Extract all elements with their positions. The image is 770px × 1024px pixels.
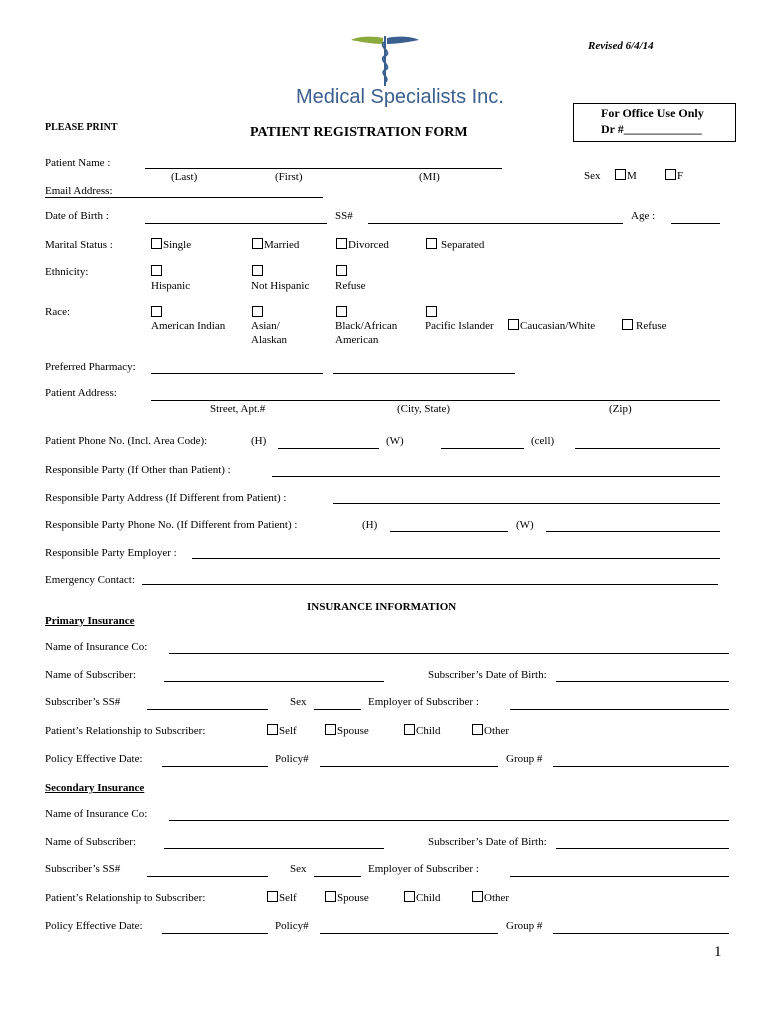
secondary-sub-dob-field[interactable] [556, 848, 729, 849]
email-field[interactable] [45, 197, 323, 198]
primary-rel-other-label: Other [484, 725, 510, 737]
last-name-caption: (Last) [171, 171, 198, 183]
patient-address-label: Patient Address: [45, 387, 117, 399]
race-black-checkbox[interactable] [336, 306, 347, 317]
age-field[interactable] [671, 223, 720, 224]
primary-employer-field[interactable] [510, 709, 729, 710]
secondary-rel-spouse-label: Spouse [337, 892, 369, 904]
primary-effective-field[interactable] [162, 766, 268, 767]
race-black-label-2: American [335, 334, 379, 346]
primary-sub-ssn-field[interactable] [147, 709, 268, 710]
secondary-sub-ssn-label: Subscriber’s SS# [45, 863, 121, 875]
sex-male-checkbox[interactable] [615, 169, 626, 180]
secondary-group-label: Group # [506, 920, 543, 932]
secondary-effective-label: Policy Effective Date: [45, 920, 143, 932]
patient-address-field[interactable] [151, 400, 720, 401]
patient-name-label: Patient Name : [45, 157, 111, 169]
primary-rel-spouse-checkbox[interactable] [325, 724, 336, 735]
race-label: Race: [45, 306, 71, 318]
insurance-heading: INSURANCE INFORMATION [307, 601, 457, 613]
primary-group-field[interactable] [553, 766, 729, 767]
dob-label: Date of Birth : [45, 210, 109, 222]
primary-sub-dob-field[interactable] [556, 681, 729, 682]
secondary-sub-ssn-field[interactable] [147, 876, 268, 877]
primary-rel-self-label: Self [279, 725, 297, 737]
patient-phone-label: Patient Phone No. (Incl. Area Code): [45, 435, 208, 447]
secondary-rel-other-checkbox[interactable] [472, 891, 483, 902]
zip-caption: (Zip) [609, 403, 632, 415]
race-refuse-label: Refuse [636, 320, 667, 332]
form-title: PATIENT REGISTRATION FORM [250, 125, 468, 140]
secondary-sex-label: Sex [290, 863, 307, 875]
secondary-rel-child-label: Child [416, 892, 441, 904]
race-caucasian-checkbox[interactable] [508, 319, 519, 330]
race-refuse-checkbox[interactable] [622, 319, 633, 330]
primary-rel-child-checkbox[interactable] [404, 724, 415, 735]
secondary-employer-field[interactable] [510, 876, 729, 877]
primary-rel-child-label: Child [416, 725, 441, 737]
responsible-home-phone-caption: (H) [362, 519, 378, 531]
ssn-label: SS# [335, 210, 353, 222]
primary-sex-label: Sex [290, 696, 307, 708]
company-name: Medical Specialists Inc. [296, 86, 504, 108]
pharmacy-field-2[interactable] [333, 373, 515, 374]
primary-policy-label: Policy# [275, 753, 309, 765]
primary-sex-field[interactable] [314, 709, 361, 710]
marital-married-checkbox[interactable] [252, 238, 263, 249]
secondary-sex-field[interactable] [314, 876, 361, 877]
marital-single-checkbox[interactable] [151, 238, 162, 249]
marital-married-label: Married [264, 239, 300, 251]
work-phone-caption: (W) [386, 435, 404, 447]
secondary-relationship-label: Patient’s Relationship to Subscriber: [45, 892, 206, 904]
secondary-company-field[interactable] [169, 820, 729, 821]
ethnicity-label: Ethnicity: [45, 266, 89, 278]
secondary-rel-other-label: Other [484, 892, 510, 904]
work-phone-field[interactable] [441, 448, 524, 449]
middle-initial-caption: (MI) [419, 171, 440, 183]
office-use-box [573, 103, 736, 142]
primary-rel-other-checkbox[interactable] [472, 724, 483, 735]
marital-single-label: Single [163, 239, 192, 251]
ethnicity-refuse-label: Refuse [335, 280, 366, 292]
marital-separated-label: Separated [441, 239, 485, 251]
marital-separated-checkbox[interactable] [426, 238, 437, 249]
responsible-work-phone-field[interactable] [546, 531, 720, 532]
primary-company-field[interactable] [169, 653, 729, 654]
pharmacy-label: Preferred Pharmacy: [45, 361, 136, 373]
ssn-field[interactable] [368, 223, 623, 224]
responsible-party-label: Responsible Party (If Other than Patient) : [45, 464, 231, 476]
secondary-policy-field[interactable] [320, 933, 498, 934]
primary-subscriber-field[interactable] [164, 681, 384, 682]
city-state-caption: (City, State) [397, 403, 451, 415]
secondary-employer-label: Employer of Subscriber : [368, 863, 479, 875]
secondary-company-label: Name of Insurance Co: [45, 808, 148, 820]
primary-rel-spouse-label: Spouse [337, 725, 369, 737]
secondary-policy-label: Policy# [275, 920, 309, 932]
please-print-label: PLEASE PRINT [45, 122, 118, 133]
dob-field[interactable] [145, 223, 327, 224]
primary-company-label: Name of Insurance Co: [45, 641, 148, 653]
primary-group-label: Group # [506, 753, 543, 765]
emergency-contact-field[interactable] [142, 584, 718, 585]
home-phone-field[interactable] [278, 448, 379, 449]
race-asian-label-1: Asian/ [251, 320, 280, 332]
sex-female-label: F [677, 170, 684, 182]
secondary-rel-child-checkbox[interactable] [404, 891, 415, 902]
ethnicity-not-hispanic-label: Not Hispanic [251, 280, 310, 292]
responsible-employer-field[interactable] [192, 558, 720, 559]
responsible-party-field[interactable] [272, 476, 720, 477]
ethnicity-hispanic-label: Hispanic [151, 280, 191, 292]
street-caption: Street, Apt.# [210, 403, 266, 415]
race-american-indian-checkbox[interactable] [151, 306, 162, 317]
primary-insurance-heading: Primary Insurance [45, 615, 135, 627]
caduceus-icon [345, 32, 425, 88]
emergency-contact-label: Emergency Contact: [45, 574, 135, 586]
email-label: Email Address: [45, 185, 113, 197]
doctor-number-field[interactable]: Dr #_____________ [601, 122, 702, 136]
first-name-caption: (First) [275, 171, 303, 183]
primary-sub-dob-label: Subscriber’s Date of Birth: [428, 669, 547, 681]
secondary-effective-field[interactable] [162, 933, 268, 934]
race-american-indian-label: American Indian [151, 320, 226, 332]
primary-employer-label: Employer of Subscriber : [368, 696, 479, 708]
primary-relationship-label: Patient’s Relationship to Subscriber: [45, 725, 206, 737]
secondary-sub-dob-label: Subscriber’s Date of Birth: [428, 836, 547, 848]
sex-label: Sex [584, 170, 601, 182]
secondary-subscriber-label: Name of Subscriber: [45, 836, 137, 848]
ethnicity-hispanic-checkbox[interactable] [151, 265, 162, 276]
primary-policy-field[interactable] [320, 766, 498, 767]
primary-rel-self-checkbox[interactable] [267, 724, 278, 735]
responsible-home-phone-field[interactable] [390, 531, 508, 532]
responsible-phone-label: Responsible Party Phone No. (If Different from Patient) : [45, 519, 298, 531]
secondary-rel-spouse-checkbox[interactable] [325, 891, 336, 902]
secondary-rel-self-label: Self [279, 892, 297, 904]
responsible-address-label: Responsible Party Address (If Different from Patient) : [45, 492, 287, 504]
home-phone-caption: (H) [251, 435, 267, 447]
secondary-group-field[interactable] [553, 933, 729, 934]
marital-divorced-label: Divorced [348, 239, 389, 251]
race-asian-label-2: Alaskan [251, 334, 288, 346]
secondary-rel-self-checkbox[interactable] [267, 891, 278, 902]
office-use-label: For Office Use Only [601, 106, 704, 120]
responsible-work-phone-caption: (W) [516, 519, 534, 531]
primary-subscriber-label: Name of Subscriber: [45, 669, 137, 681]
pharmacy-field-1[interactable] [151, 373, 323, 374]
race-pacific-label: Pacific Islander [425, 320, 494, 332]
patient-name-field[interactable] [145, 168, 502, 169]
marital-divorced-checkbox[interactable] [336, 238, 347, 249]
sex-male-label: M [627, 170, 637, 182]
secondary-insurance-heading: Secondary Insurance [45, 782, 145, 794]
responsible-employer-label: Responsible Party Employer : [45, 547, 177, 559]
race-caucasian-label: Caucasian/White [520, 320, 596, 332]
race-black-label-1: Black/African [335, 320, 398, 332]
age-label: Age : [631, 210, 656, 222]
secondary-subscriber-field[interactable] [164, 848, 384, 849]
revised-date: Revised 6/4/14 [588, 40, 654, 52]
race-pacific-checkbox[interactable] [426, 306, 437, 317]
primary-sub-ssn-label: Subscriber’s SS# [45, 696, 121, 708]
marital-status-label: Marital Status : [45, 239, 113, 251]
race-asian-checkbox[interactable] [252, 306, 263, 317]
cell-phone-caption: (cell) [531, 435, 555, 447]
page-number: 1 [714, 944, 722, 960]
cell-phone-field[interactable] [575, 448, 720, 449]
responsible-address-field[interactable] [333, 503, 720, 504]
ethnicity-not-hispanic-checkbox[interactable] [252, 265, 263, 276]
ethnicity-refuse-checkbox[interactable] [336, 265, 347, 276]
sex-female-checkbox[interactable] [665, 169, 676, 180]
primary-effective-label: Policy Effective Date: [45, 753, 143, 765]
